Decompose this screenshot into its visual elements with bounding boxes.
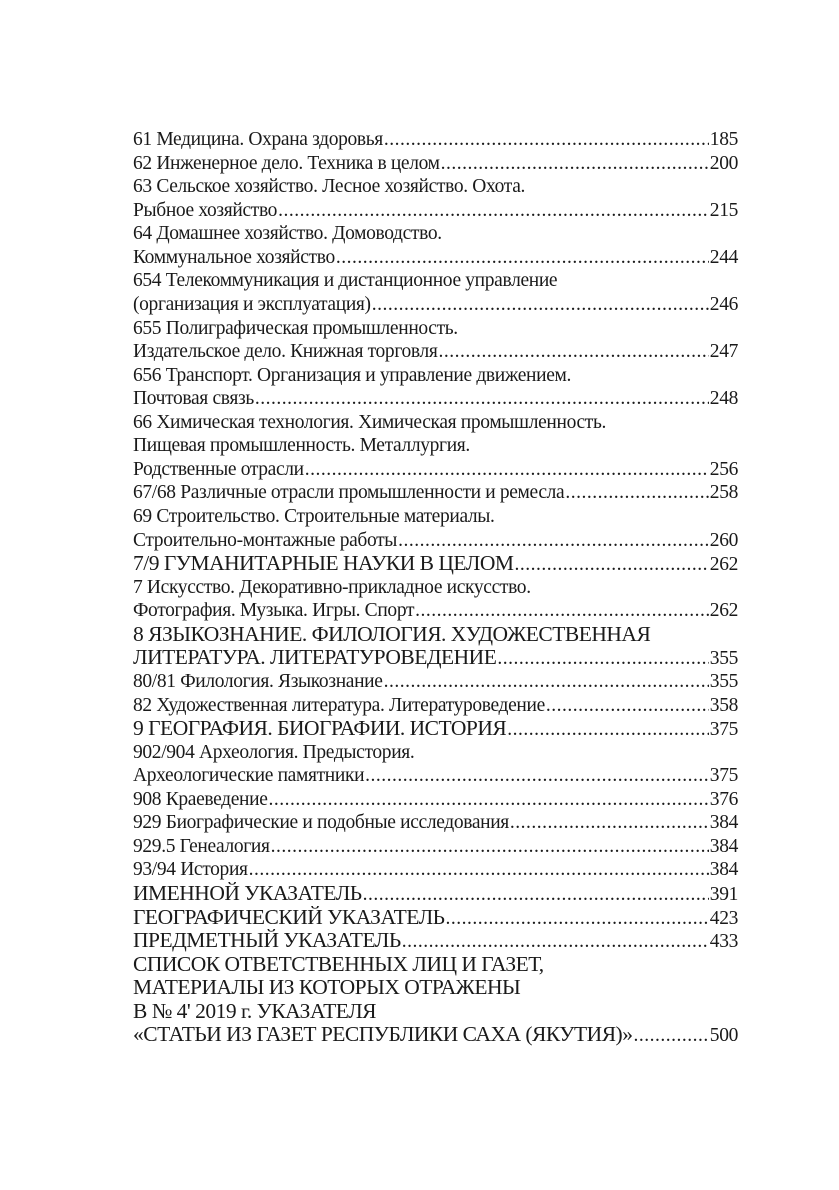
toc-entry: [133, 246, 738, 270]
toc-entry-title: 656 Транспорт. Организация и управление движением.: [133, 364, 572, 386]
dot-leader: [365, 764, 709, 788]
toc-entry: [133, 694, 738, 718]
toc-page-number: 260: [709, 529, 738, 551]
toc-page-number: 200: [709, 152, 738, 174]
toc-entry-continuation: [133, 1000, 738, 1024]
dot-leader: [305, 458, 709, 482]
toc-page-number: 244: [709, 246, 738, 268]
toc-entry-title: Родственные отрасли: [133, 458, 304, 480]
toc-entry-title: Фотография. Музыка. Игры. Спорт: [133, 600, 415, 622]
toc-entry: [133, 387, 738, 411]
toc-entry-title: Коммунальное хозяйство: [133, 246, 335, 268]
toc-page-number: 391: [709, 884, 738, 905]
toc-entry-continuation: [133, 317, 738, 341]
toc-entry: [133, 882, 738, 906]
toc-entry-continuation: [133, 953, 738, 977]
toc-entry-title: МАТЕРИАЛЫ ИЗ КОТОРЫХ ОТРАЖЕНЫ: [133, 975, 521, 1000]
dot-leader: [363, 883, 709, 907]
toc-entry: [133, 929, 738, 953]
dot-leader: [384, 128, 709, 152]
dot-leader: [249, 858, 709, 882]
toc-page-number: 375: [709, 719, 738, 741]
toc-entry: [133, 835, 738, 859]
toc-page-number: 246: [709, 293, 738, 315]
toc-entry: [133, 481, 738, 505]
toc-page-number: 384: [709, 859, 738, 881]
toc-entry-title: Строительно-монтажные работы: [133, 529, 398, 551]
dot-leader: [438, 340, 708, 364]
toc-entry-title: 929.5 Генеалогия: [133, 835, 270, 857]
dot-leader: [336, 246, 709, 270]
toc-page-number: 384: [709, 835, 738, 857]
toc-entry-title: «СТАТЬИ ИЗ ГАЗЕТ РЕСПУБЛИКИ САХА (ЯКУТИЯ)»: [133, 1022, 633, 1047]
toc-page-number: 185: [709, 129, 738, 150]
toc-page-number: 262: [709, 600, 738, 622]
toc-page-number: 433: [709, 931, 738, 953]
toc-entry-continuation: [133, 411, 738, 435]
dot-leader: [384, 670, 709, 694]
toc-entry-title: 61 Медицина. Охрана здоровья: [133, 129, 383, 150]
toc-entry-title: 62 Инженерное дело. Техника в целом: [133, 152, 440, 174]
toc-entry-title: 66 Химическая технология. Химическая промышленность.: [133, 411, 607, 433]
dot-leader: [565, 481, 708, 505]
toc-entry-continuation: [133, 269, 738, 293]
toc-entry-title: Археологические памятники: [133, 765, 365, 787]
toc-entry-title: В № 4' 2019 г. УКАЗАТЕЛЯ: [133, 998, 376, 1023]
dot-leader: [441, 152, 709, 176]
dot-leader: [446, 907, 709, 931]
toc-entry: [133, 599, 738, 623]
toc-page-number: 355: [709, 670, 738, 692]
toc-entry: [133, 128, 738, 152]
dot-leader: [402, 930, 709, 954]
toc-entry-title: (организация и эксплуатация): [133, 293, 371, 315]
toc-entry: [133, 764, 738, 788]
table-of-contents: [133, 128, 738, 1047]
toc-page-number: 355: [709, 648, 738, 670]
toc-entry-continuation: [133, 623, 738, 647]
toc-entry-title: Рыбное хозяйство: [133, 199, 278, 221]
dot-leader: [398, 529, 709, 553]
toc-entry-title: Издательское дело. Книжная торговля: [133, 341, 438, 363]
toc-page-number: 248: [709, 388, 738, 410]
toc-entry-title: СПИСОК ОТВЕТСТВЕННЫХ ЛИЦ И ГАЗЕТ,: [133, 951, 544, 976]
dot-leader: [271, 835, 709, 859]
toc-entry-title: 82 Художественная литература. Литературоведение: [133, 694, 545, 716]
toc-entry-title: 64 Домашнее хозяйство. Домоводство.: [133, 223, 442, 245]
toc-entry: [133, 529, 738, 553]
toc-page-number: 247: [709, 341, 738, 363]
toc-page-number: 256: [709, 458, 738, 480]
toc-entry: [133, 646, 738, 670]
toc-entry-continuation: [133, 576, 738, 600]
toc-page-number: 262: [709, 554, 738, 576]
toc-entry: [133, 458, 738, 482]
toc-entry: [133, 293, 738, 317]
toc-entry-title: ГЕОГРАФИЧЕСКИЙ УКАЗАТЕЛЬ: [133, 904, 445, 929]
toc-entry-title: 654 Телекоммуникация и дистанционное управление: [133, 270, 558, 292]
toc-page-number: 500: [709, 1025, 738, 1047]
toc-entry-title: ЛИТЕРАТУРА. ЛИТЕРАТУРОВЕДЕНИЕ: [133, 645, 497, 670]
toc-entry: [133, 670, 738, 694]
toc-entry-title: ИМЕННОЙ УКАЗАТЕЛЬ: [133, 881, 362, 905]
toc-entry-title: 63 Сельское хозяйство. Лесное хозяйство. Охота.: [133, 176, 526, 198]
dot-leader: [255, 387, 709, 411]
toc-entry-continuation: [133, 434, 738, 458]
toc-entry-title: 80/81 Филология. Языкознание: [133, 670, 383, 692]
dot-leader: [514, 553, 708, 577]
toc-entry: [133, 858, 738, 882]
toc-entry: [133, 552, 738, 576]
toc-entry-title: 69 Строительство. Строительные материалы.: [133, 506, 495, 527]
toc-entry: [133, 152, 738, 176]
toc-entry-continuation: [133, 364, 738, 388]
toc-page-number: 375: [709, 765, 738, 787]
toc-entry: [133, 906, 738, 930]
toc-page-number: 376: [709, 788, 738, 810]
toc-entry-continuation: [133, 741, 738, 765]
toc-entry-continuation: [133, 175, 738, 199]
dot-leader: [269, 788, 709, 812]
toc-entry-title: 902/904 Археология. Предыстория.: [133, 741, 415, 763]
toc-entry-title: 7 Искусство. Декоративно-прикладное искусство.: [133, 576, 531, 598]
toc-entry: [133, 811, 738, 835]
toc-page-number: 384: [709, 812, 738, 834]
toc-entry-title: ПРЕДМЕТНЫЙ УКАЗАТЕЛЬ: [133, 928, 401, 953]
toc-entry: [133, 199, 738, 223]
toc-page-number: 358: [709, 694, 738, 716]
dot-leader: [497, 647, 708, 671]
toc-page-number: 258: [709, 482, 738, 504]
toc-entry-title: 8 ЯЗЫКОЗНАНИЕ. ФИЛОЛОГИЯ. ХУДОЖЕСТВЕННАЯ: [133, 621, 651, 646]
toc-entry-title: Пищевая промышленность. Металлургия.: [133, 435, 470, 457]
toc-entry: [133, 788, 738, 812]
toc-entry-continuation: [133, 505, 738, 529]
toc-page-number: 215: [709, 199, 738, 221]
toc-entry-title: 9 ГЕОГРАФИЯ. БИОГРАФИИ. ИСТОРИЯ: [133, 716, 507, 741]
dot-leader: [278, 199, 709, 223]
dot-leader: [633, 1024, 708, 1048]
dot-leader: [510, 811, 709, 835]
toc-entry: [133, 1023, 738, 1047]
dot-leader: [415, 599, 709, 623]
toc-entry-title: 929 Биографические и подобные исследования: [133, 812, 509, 834]
toc-entry-title: 7/9 ГУМАНИТАРНЫЕ НАУКИ В ЦЕЛОМ: [133, 551, 514, 576]
dot-leader: [546, 694, 709, 718]
toc-entry: [133, 717, 738, 741]
toc-entry-title: Почтовая связь: [133, 388, 254, 410]
toc-entry-continuation: [133, 976, 738, 1000]
toc-entry-continuation: [133, 222, 738, 246]
toc-entry: [133, 340, 738, 364]
toc-entry-title: 67/68 Различные отрасли промышленности и ремесла: [133, 482, 565, 504]
toc-entry-title: 655 Полиграфическая промышленность.: [133, 317, 458, 339]
toc-page-number: 423: [709, 907, 738, 929]
toc-entry-title: 93/94 История: [133, 859, 248, 881]
toc-entry-title: 908 Краеведение: [133, 788, 268, 810]
dot-leader: [372, 293, 709, 317]
dot-leader: [507, 718, 709, 742]
